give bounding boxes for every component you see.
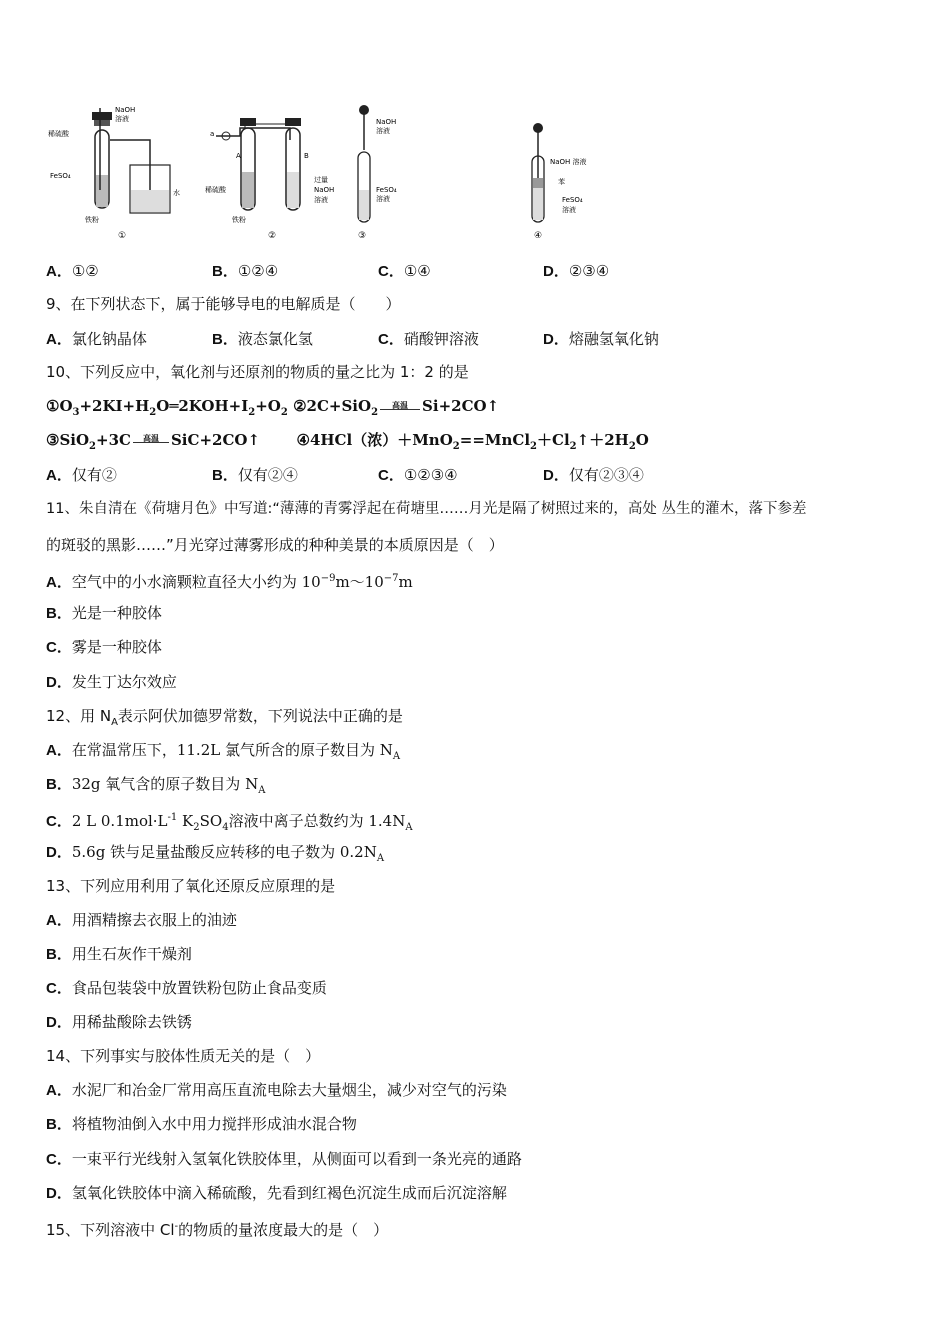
label-naoh-4: NaOH 溶液 (550, 158, 587, 166)
figure-2 (205, 118, 334, 241)
label-feso4: FeSO₄ (50, 172, 71, 180)
q9-option-c[interactable]: C．硝酸钾溶液 (378, 330, 479, 348)
q8-option-a[interactable]: A．①② (46, 262, 99, 280)
q9-option-a[interactable]: A．氯化钠晶体 (46, 330, 147, 348)
label-naoh: NaOH (115, 106, 136, 114)
label-B: B (304, 152, 309, 160)
label-solution-3: 溶液 (376, 127, 390, 135)
figure-number-1: ① (118, 231, 127, 241)
q12-option-a[interactable]: A．在常温常压下，11.2L 氯气所含的原子数目为 $N_A$ (46, 741, 401, 762)
label-A: A (236, 152, 241, 160)
figure-1 (48, 106, 180, 241)
label-naoh-3: NaOH (376, 118, 397, 126)
q15-stem: 15、下列溶液中 Cl-的物质的量浓度最大的是（ ） (46, 1221, 389, 1239)
label-water: 水 (173, 189, 180, 197)
q11-stem-line2: 的斑驳的黑影……”月光穿过薄雾形成的种种美景的本质原因是（ ） (46, 536, 504, 554)
figure-number-2: ② (268, 231, 277, 241)
q13-option-a[interactable]: A．用酒精擦去衣服上的油迹 (46, 911, 237, 929)
q10-option-b[interactable]: B．仅有②④ (212, 466, 298, 484)
q10-option-d[interactable]: D．仅有②③④ (543, 466, 644, 484)
label-solution-3b: 溶液 (376, 195, 390, 203)
q12-option-d[interactable]: D．5.6g 铁与足量盐酸反应转移的电子数为 $0.2N_A$ (46, 843, 385, 864)
label-solution-4: 溶液 (562, 206, 576, 214)
q13-stem: 13、下列应用利用了氧化还原反应原理的是 (46, 877, 336, 895)
label-iron-powder-2: 铁粉 (232, 216, 246, 224)
q12-option-c[interactable]: C．2 L $0.1mol\cdot L^{-1}$ $K_2SO_4$溶液中离子总数约为 $1.4N_A$ (46, 812, 413, 833)
figure-number-4: ④ (534, 231, 543, 241)
high-temp-condition-2: 高温 (131, 432, 171, 450)
q11-option-a[interactable]: A．空气中的小水滴颗粒直径大小约为 $10^{-9}m\sim 10^{-7}m$ (46, 573, 413, 591)
q14-option-b[interactable]: B．将植物油倒入水中用力搅拌形成油水混合物 (46, 1115, 357, 1133)
q10-option-c[interactable]: C．①②③④ (378, 466, 458, 484)
q10-option-a[interactable]: A．仅有② (46, 466, 117, 484)
q14-option-c[interactable]: C．一束平行光线射入氢氧化铁胶体里，从侧面可以看到一条光亮的通路 (46, 1150, 522, 1168)
q8-option-b[interactable]: B．①②④ (212, 262, 279, 280)
q9-option-b[interactable]: B．液态氯化氢 (212, 330, 313, 348)
q13-option-c[interactable]: C．食品包装袋中放置铁粉包防止食品变质 (46, 979, 327, 997)
figure-4 (532, 123, 587, 241)
q14-stem: 14、下列事实与胶体性质无关的是（ ） (46, 1047, 321, 1065)
q11-stem-line1: 11、朱自清在《荷塘月色》中写道:“薄薄的青雾浮起在荷塘里……月光是隔了树照过来的，高处 丛生的灌木，落下参差 (46, 501, 807, 517)
figure-3 (358, 105, 397, 241)
q8-option-d[interactable]: D．②③④ (543, 262, 610, 280)
q9-option-d[interactable]: D．熔融氢氧化钠 (543, 330, 659, 348)
q10-stem: 10、下列反应中，氧化剂与还原剂的物质的量之比为 1：2 的是 (46, 363, 469, 381)
label-excess: 过量 (314, 176, 328, 184)
q13-option-d[interactable]: D．用稀盐酸除去铁锈 (46, 1013, 192, 1031)
label-benzene: 苯 (558, 178, 565, 186)
q14-option-a[interactable]: A．水泥厂和冶金厂常用高压直流电除去大量烟尘，减少对空气的污染 (46, 1081, 507, 1099)
label-a: a (210, 130, 215, 138)
q11-option-d[interactable]: D．发生丁达尔效应 (46, 673, 177, 691)
label-solution-2: 溶液 (314, 196, 328, 204)
label-iron-powder: 铁粉 (85, 216, 99, 224)
label-feso4-3: FeSO₄ (376, 186, 397, 194)
q9-stem: 9、在下列状态下，属于能够导电的电解质是（ ） (46, 295, 401, 313)
label-dilute-acid: 稀硫酸 (48, 130, 69, 138)
high-temp-condition: 高温 (378, 398, 422, 416)
q8-option-c[interactable]: C．①④ (378, 262, 431, 280)
q12-stem: 12、用 $N_A$表示阿伏加德罗常数，下列说法中正确的是 (46, 707, 403, 728)
q10-reactions-1-2: $①O_3+2KI+H_2O═2KOH+I_2+O_2$ ②2C+SiO$_2$ 高温 Si+2CO↑ (46, 397, 500, 418)
label-dilute-acid-2: 稀硫酸 (205, 186, 226, 194)
q10-reactions-3-4: ③SiO$_2$+3C 高温 SiC+2CO↑ ④4HCl（浓）$+MnO_2==MnCl_2+Cl_2↑+2H_2O$ (46, 431, 649, 452)
figure-number-3: ③ (358, 231, 367, 241)
q14-option-d[interactable]: D．氢氧化铁胶体中滴入稀硫酸，先看到红褐色沉淀生成而后沉淀溶解 (46, 1184, 507, 1202)
apparatus-figures (40, 100, 640, 250)
q11-option-c[interactable]: C．雾是一种胶体 (46, 638, 162, 656)
q12-option-b[interactable]: B．32g 氧气含的原子数目为 $N_A$ (46, 775, 266, 796)
q13-option-b[interactable]: B．用生石灰作干燥剂 (46, 945, 192, 963)
label-solution: 溶液 (115, 115, 129, 123)
q11-option-b[interactable]: B．光是一种胶体 (46, 604, 162, 622)
label-feso4-4: FeSO₄ (562, 196, 583, 204)
label-naoh-2: NaOH (314, 186, 335, 194)
